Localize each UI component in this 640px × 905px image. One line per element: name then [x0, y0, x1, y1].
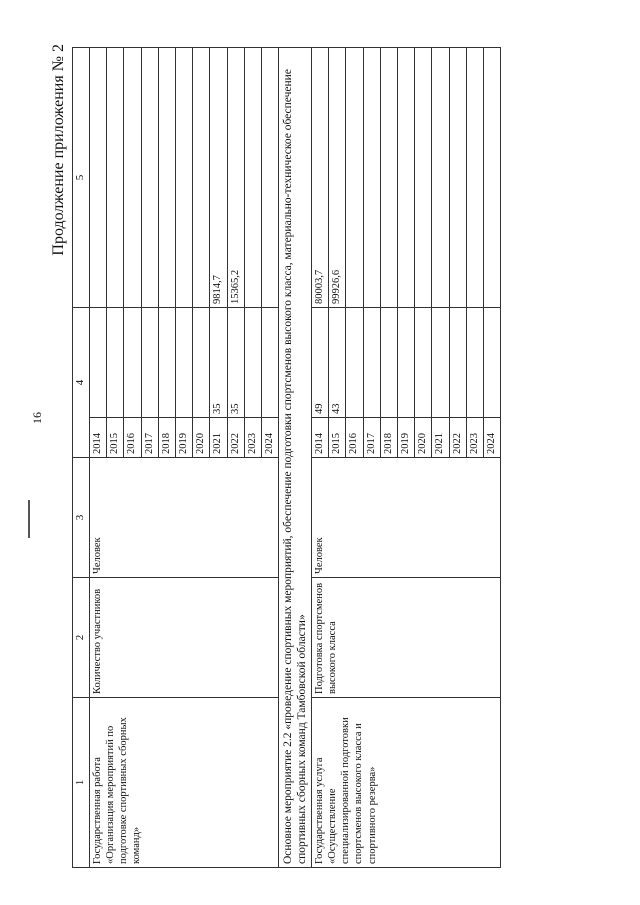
value-cell [244, 48, 261, 308]
header-row [73, 48, 90, 868]
count-cell: 43 [329, 308, 346, 418]
year-cell: 2014 [312, 418, 329, 458]
header-cell: 1 [73, 698, 90, 868]
count-cell [244, 308, 261, 418]
count-cell [261, 308, 278, 418]
table-row [312, 48, 329, 868]
section-row [279, 48, 312, 868]
group1-col1-cell: Государственная работа «Организация мероприятий по подготовке спортивных сборных команд» [90, 698, 279, 868]
header-cell: 3 [73, 458, 90, 578]
continuation-title: Продолжение приложения № 2 [50, 44, 67, 256]
year-cell: 2015 [329, 418, 346, 458]
count-cell [107, 308, 124, 418]
year-cell: 2022 [227, 418, 244, 458]
count-cell [193, 308, 210, 418]
count-cell [346, 308, 363, 418]
value-cell [380, 48, 397, 308]
value-cell [90, 48, 107, 308]
value-cell [449, 48, 466, 308]
count-cell [175, 308, 192, 418]
count-cell [363, 308, 380, 418]
count-cell [158, 308, 175, 418]
year-cell: 2016 [124, 418, 141, 458]
year-cell: 2024 [483, 418, 500, 458]
count-cell [124, 308, 141, 418]
value-cell [158, 48, 175, 308]
rotated-page [38, 38, 638, 868]
year-cell: 2017 [363, 418, 380, 458]
year-cell: 2022 [449, 418, 466, 458]
year-cell: 2017 [141, 418, 158, 458]
count-cell [141, 308, 158, 418]
page-number: 16 [30, 412, 44, 424]
count-cell [432, 308, 449, 418]
value-cell [363, 48, 380, 308]
year-cell: 2014 [90, 418, 107, 458]
value-cell [483, 48, 500, 308]
value-cell: 15365,2 [227, 48, 244, 308]
value-cell [175, 48, 192, 308]
value-cell [124, 48, 141, 308]
year-cell: 2016 [346, 418, 363, 458]
group2-body [312, 48, 501, 868]
year-cell: 2021 [210, 418, 227, 458]
year-cell: 2018 [380, 418, 397, 458]
group1-col2-cell: Количество участников [90, 578, 279, 698]
value-cell [415, 48, 432, 308]
value-cell [107, 48, 124, 308]
year-cell: 2021 [432, 418, 449, 458]
count-cell [380, 308, 397, 418]
year-cell: 2023 [244, 418, 261, 458]
year-cell: 2019 [398, 418, 415, 458]
year-cell: 2020 [415, 418, 432, 458]
group2-col2-cell: Подготовка спортсменов высокого класса [312, 578, 501, 698]
count-cell: 35 [227, 308, 244, 418]
year-cell: 2015 [107, 418, 124, 458]
count-cell [483, 308, 500, 418]
count-cell: 49 [312, 308, 329, 418]
count-cell: 35 [210, 308, 227, 418]
value-cell: 9814,7 [210, 48, 227, 308]
value-cell: 99926,6 [329, 48, 346, 308]
year-cell: 2019 [175, 418, 192, 458]
count-cell [398, 308, 415, 418]
group2-col3-cell: Человек [312, 458, 501, 578]
value-cell [398, 48, 415, 308]
year-cell: 2023 [466, 418, 483, 458]
group1-body [90, 48, 279, 868]
scan-mark [28, 500, 30, 538]
table-row [90, 48, 107, 868]
count-cell [466, 308, 483, 418]
value-cell [261, 48, 278, 308]
value-cell [141, 48, 158, 308]
value-cell [193, 48, 210, 308]
count-cell [449, 308, 466, 418]
header-cell: 5 [73, 48, 90, 308]
value-cell [432, 48, 449, 308]
year-cell: 2024 [261, 418, 278, 458]
year-cell: 2018 [158, 418, 175, 458]
value-cell [346, 48, 363, 308]
count-cell [415, 308, 432, 418]
header-cell: 4 [73, 308, 90, 458]
section-title: Основное мероприятие 2.2 «проведение спортивных мероприятий, обеспечение подготовки спортсменов высокого класса, материально-техническое обеспечение спортивных сборных команд Тамбовской области» [279, 48, 312, 868]
header-cell: 2 [73, 578, 90, 698]
value-cell: 80003,7 [312, 48, 329, 308]
value-cell [466, 48, 483, 308]
data-table [72, 47, 501, 868]
group2-col1-cell: Государственная услуга «Осуществление специализированной подготовки спортсменов высокого класса и спортивного резерва» [312, 698, 501, 868]
group1-col3-cell: Человек [90, 458, 279, 578]
year-cell: 2020 [193, 418, 210, 458]
count-cell [90, 308, 107, 418]
